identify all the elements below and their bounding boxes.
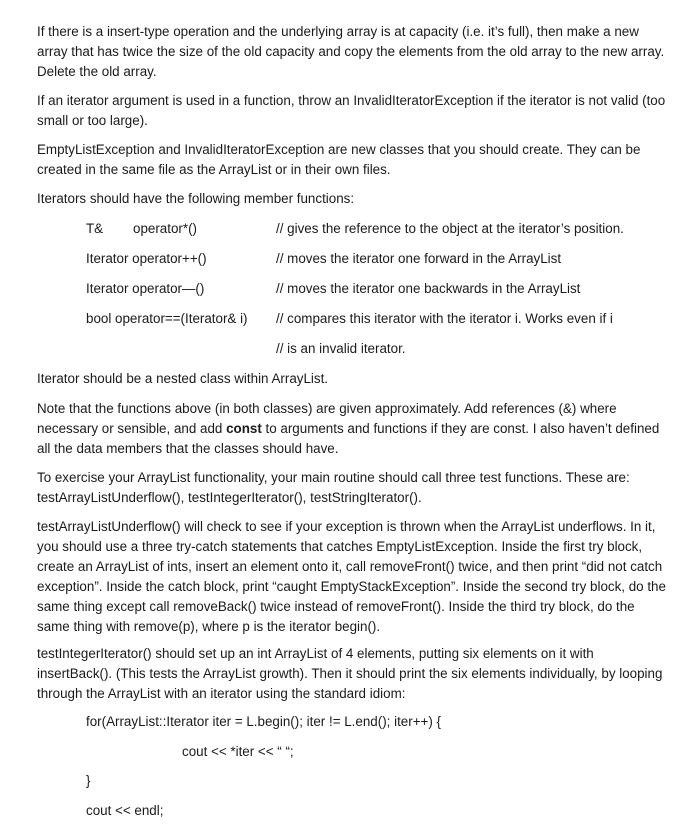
function-signature: bool operator==(Iterator& i) <box>86 311 248 326</box>
paragraph-invalid-iterator: If an iterator argument is used in a function, throw an InvalidIteratorException if the iterator is not valid (too small or too large). <box>37 93 666 128</box>
code-line: } <box>86 773 91 788</box>
function-comment-continued: // is an invalid iterator. <box>276 341 406 356</box>
paragraph-nested-class: Iterator should be a nested class within ArrayList. <box>37 371 329 386</box>
function-name: operator*() <box>133 221 198 236</box>
const-keyword: const <box>226 421 262 436</box>
function-comment: // gives the reference to the object at the iterator’s position. <box>276 221 624 236</box>
function-signature: Iterator operator—() <box>86 281 205 296</box>
paragraph-underflow-test: testArrayListUnderflow() will check to see if your exception is thrown when the ArrayList underflows. In it, you should use a three try-catch statements that catches EmptyListException. Inside the first try block, create an ArrayList of ints, insert an element onto it, call removeFront() twice, and then print “did not catch exception”. Inside the catch block, print “caught EmptyStackException”. Inside the second try block, do the same thing except call removeBack() twice instead of removeFront(). Inside the third try block, do the same thing with remove(p), where p is the iterator begin(). <box>37 519 666 634</box>
function-return-type: T& <box>86 221 104 236</box>
code-line: cout << endl; <box>86 803 164 818</box>
code-line: for(ArrayList::Iterator iter = L.begin(); iter != L.end(); iter++) { <box>86 714 441 729</box>
paragraph-test-functions: To exercise your ArrayList functionality, your main routine should call three test functions. These are: testArrayListUnderflow(), testIntegerIterator(), testStringIterator(). <box>37 470 630 505</box>
code-line: cout << *iter << “ “; <box>182 744 294 759</box>
paragraph-exception-classes: EmptyListException and InvalidIteratorException are new classes that you should create. They can be created in the same file as the ArrayList or in their own files. <box>37 142 641 177</box>
paragraph-approximate-functions <box>37 399 667 459</box>
paragraph-array-growth: If there is a insert-type operation and the underlying array is at capacity (i.e. it’s full), then make a new array that has twice the size of the old capacity and copy the elements from the old array to the new array. Delete the old array. <box>37 24 665 79</box>
paragraph-iterator-functions-intro: Iterators should have the following member functions: <box>37 191 355 206</box>
function-comment: // moves the iterator one forward in the ArrayList <box>276 251 562 266</box>
function-comment: // compares this iterator with the iterator i. Works even if i <box>276 311 613 326</box>
function-signature: Iterator operator++() <box>86 251 207 266</box>
text-segment: Note that the functions above (in both classes) are given approximately. Add references (&) where necessary or sensible, and add <box>37 401 617 436</box>
paragraph-integer-iterator-test: testIntegerIterator() should set up an int ArrayList of 4 elements, putting six elements on it with insertBack(). (This tests the ArrayList growth). Then it should print the six elements individually, by looping through the ArrayList with an iterator using the standard idiom: <box>37 646 663 701</box>
function-comment: // moves the iterator one backwards in the ArrayList <box>276 281 581 296</box>
text-segment: to arguments and functions if they are const. I also haven’t defined all the data members that the classes should have. <box>37 421 660 456</box>
